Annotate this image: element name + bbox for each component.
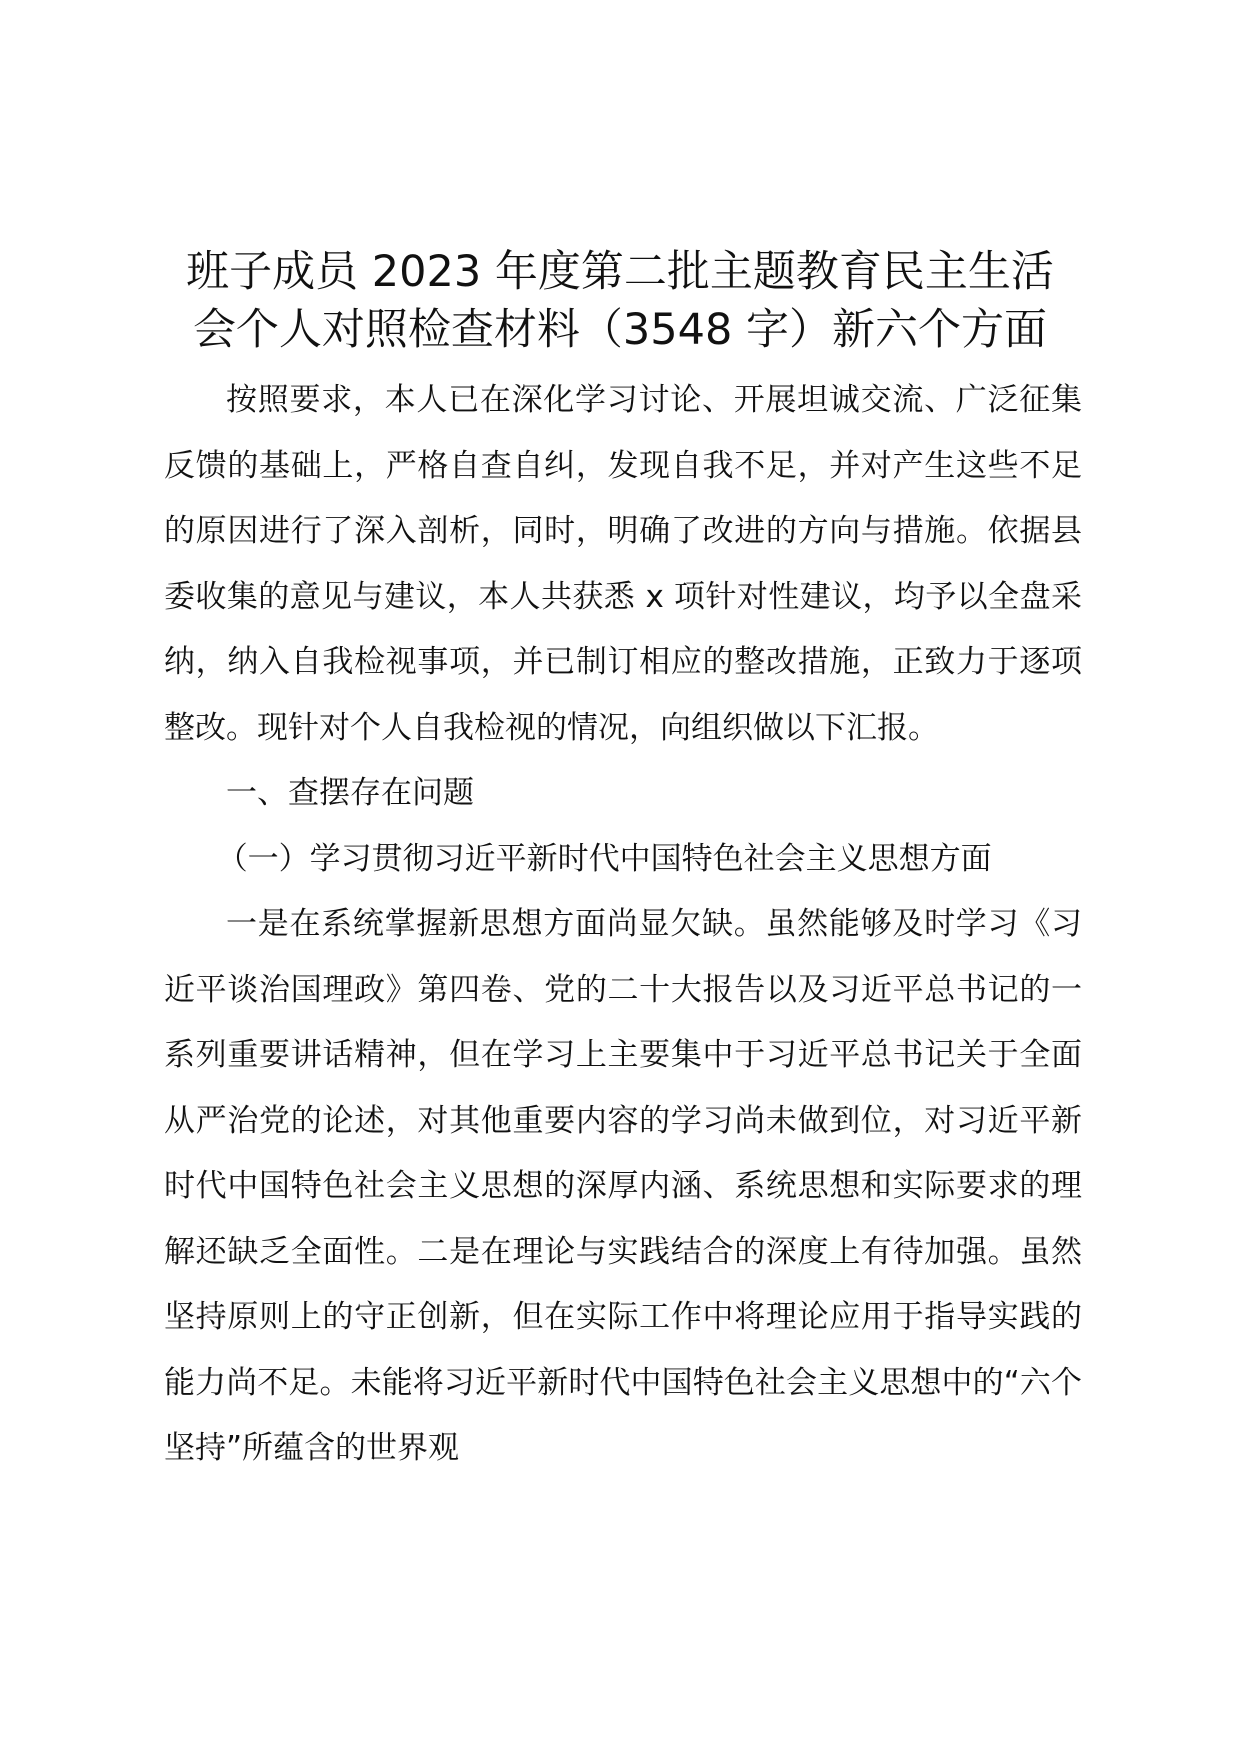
section-heading: 一、查摆存在问题 — [226, 775, 474, 811]
subsection-heading: （一）学习贯彻习近平新时代中国特色社会主义思想方面 — [216, 840, 992, 877]
document-body — [164, 368, 1082, 1482]
document-title — [150, 243, 1090, 359]
intro-paragraph: 按照要求，本人已在深化学习讨论、开展坦诚交流、广泛征集反馈的基础上，严格自查自纠，发现自我不足，并对产生这些不足的原因进行了深入剖析，同时，明确了改进的方向与措施。依据县委收集的意见与建议，本人共获悉 x 项针对性建议，均予以全盘采纳，纳入自我检视事项，并已制订相应的整改措施，正致力于逐项整改。现针对个人自我检视的情况，向组织做以下汇报。 — [164, 382, 1082, 746]
body-paragraph: 一是在系统掌握新思想方面尚显欠缺。虽然能够及时学习《习近平谈治国理政》第四卷、党的二十大报告以及习近平总书记的一系列重要讲话精神，但在学习上主要集中于习近平总书记关于全面从严治党的论述，对其他重要内容的学习尚未做到位，对习近平新时代中国特色社会主义思想的深厚内涵、系统思想和实际要求的理解还缺乏全面性。二是在理论与实践结合的深度上有待加强。虽然坚持原则上的守正创新，但在实际工作中将理论应用于指导实践的能力尚不足。未能将习近平新时代中国特色社会主义思想中的“六个坚持”所蕴含的世界观 — [164, 906, 1082, 1466]
title-line-1: 班子成员 2023 年度第二批主题教育民主生活 — [186, 247, 1054, 297]
title-line-2: 会个人对照检查材料（3548 字）新六个方面 — [192, 305, 1048, 355]
